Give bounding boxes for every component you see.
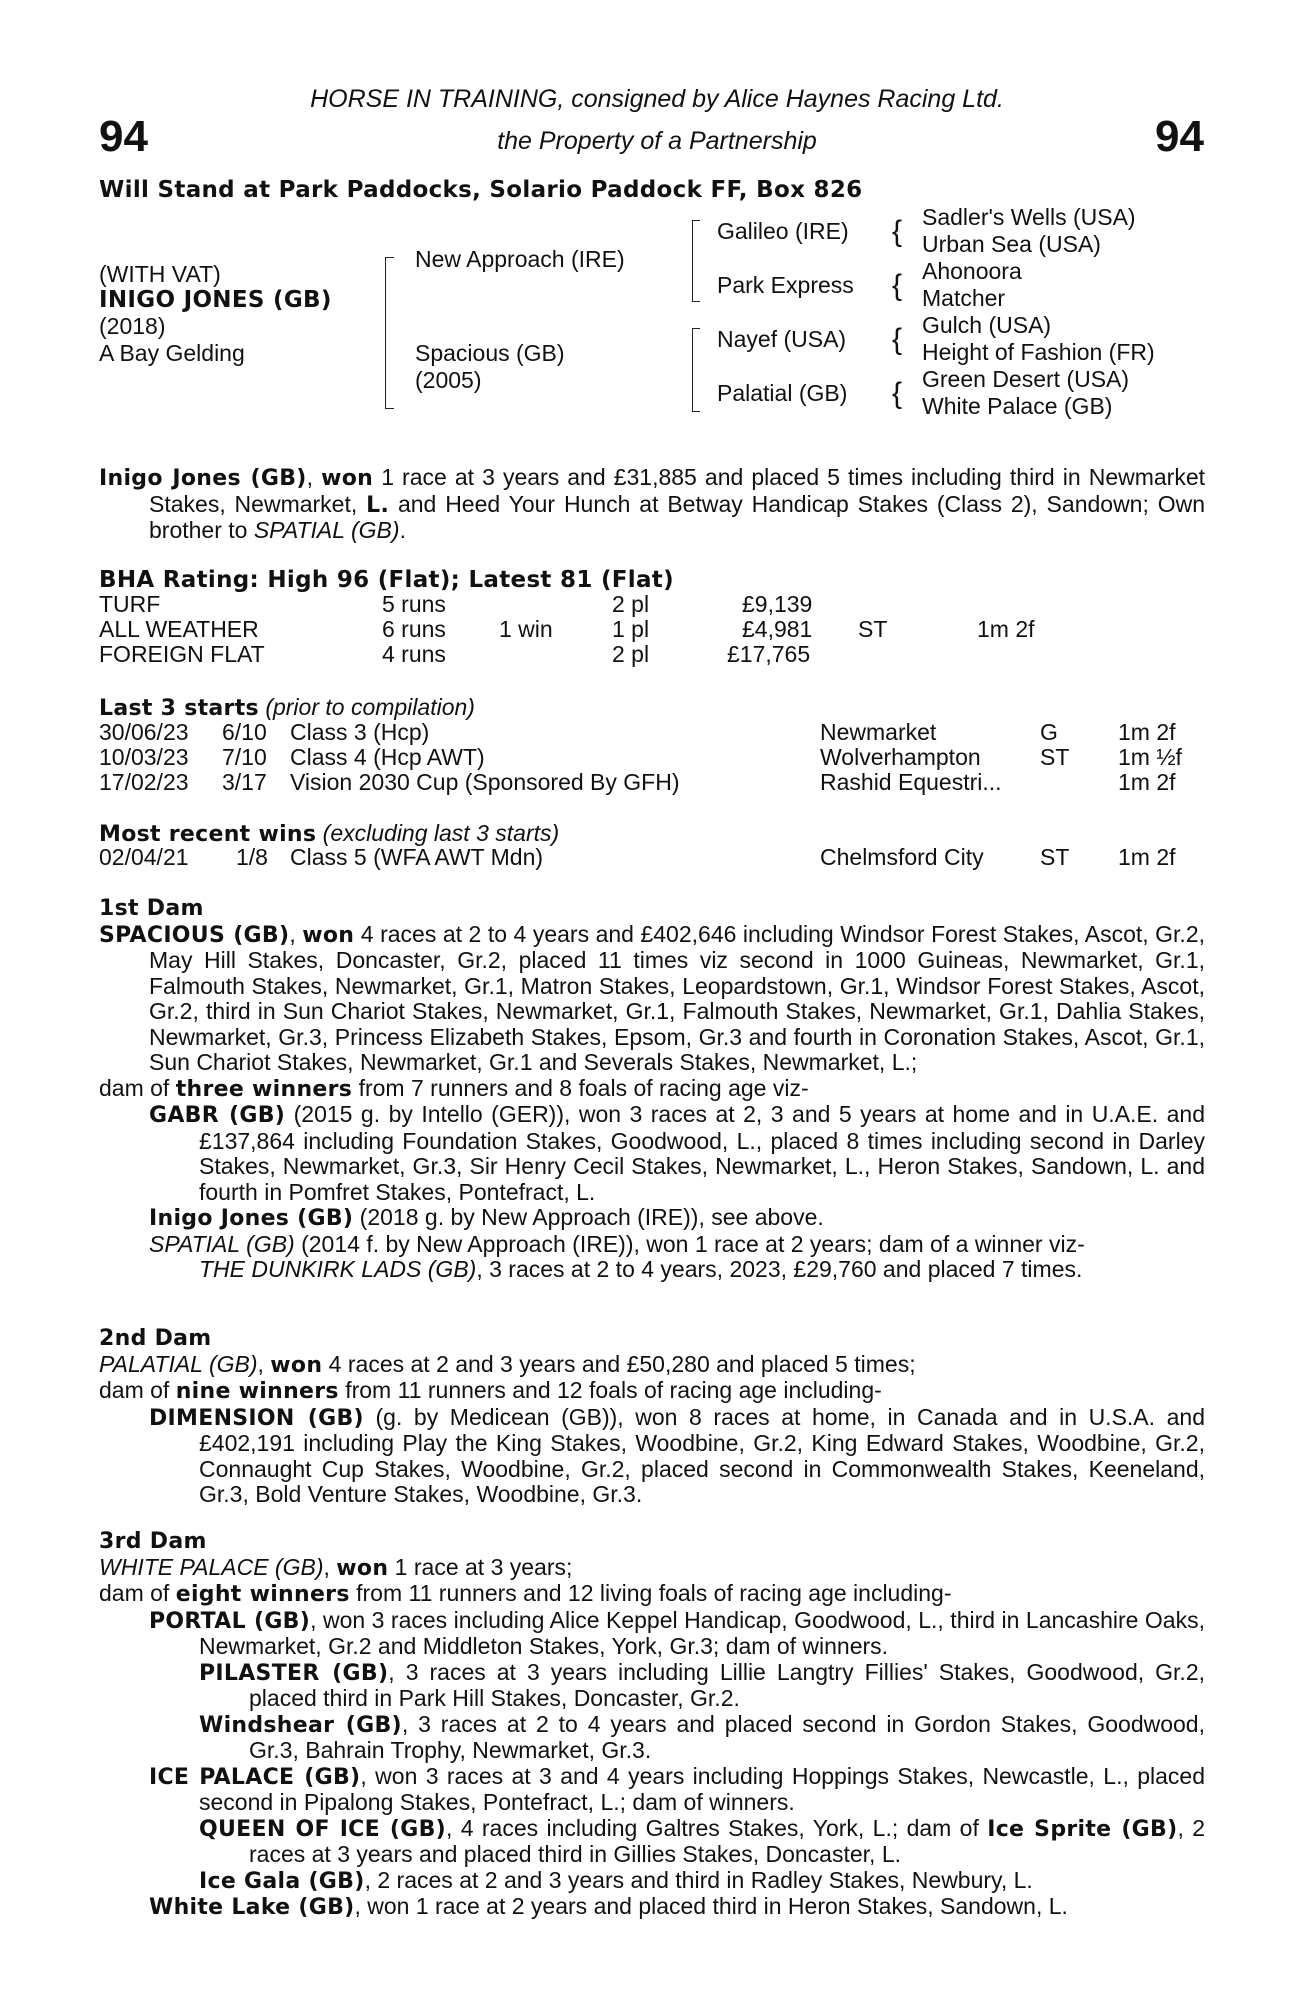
first-dam-name: SPACIOUS (GB) <box>99 922 290 948</box>
rating-title: BHA Rating: High 96 (Flat); Latest 81 (Flat) <box>99 567 674 593</box>
summary-text: 1 race at 3 years and £31,885 and placed 5 times including third in <box>373 464 1081 490</box>
summary-won: won <box>321 466 374 491</box>
sibling-name: SPATIAL (GB) <box>253 517 400 543</box>
win-date: 02/04/21 <box>99 844 189 870</box>
brace-icon: { <box>892 215 903 248</box>
win-position: 1/8 <box>236 844 268 870</box>
dam-dam-dam: White Palace (GB) <box>922 393 1113 419</box>
sire-dam-dam: Matcher <box>922 285 1006 311</box>
progeny-name: Ice Sprite (GB) <box>987 1816 1178 1842</box>
win-going: ST <box>1040 844 1070 870</box>
progeny-name: Windshear (GB) <box>199 1712 402 1738</box>
dam-year: (2005) <box>415 367 482 393</box>
runs: 5 runs <box>382 591 446 617</box>
brace-icon: { <box>892 269 903 302</box>
won-label: won <box>270 1352 323 1378</box>
second-dam-heading: 2nd Dam <box>99 1326 212 1351</box>
summary-text: and Heed Your Hunch at Betway Handicap Stakes (Class <box>389 490 1002 517</box>
start-position: 6/10 <box>222 719 267 745</box>
distance: 1m 2f <box>977 616 1035 642</box>
progeny-name: PORTAL (GB) <box>149 1608 311 1634</box>
progeny-record: , 4 races including Galtres Stakes, York, L.; dam of <box>446 1814 988 1841</box>
progeny-name: QUEEN OF ICE (GB) <box>199 1816 447 1842</box>
dam-of-text: from 7 runners and 8 foals of racing age viz- <box>352 1074 809 1101</box>
progeny-record: , won 3 races at 3 and 4 years including Hoppings Stakes, Newcastle, L., placed second in Pipalong Stakes, Pontefract, L.; dam of winners. <box>199 1762 1205 1815</box>
progeny-record: (2015 g. by Intello (GER)), won 3 races at 2, 3 and 5 years at home and in U.A.E. and £137,864 including Foundation Stakes, Goodwood, L., placed 8 times including second in Darley Stakes, Newmarket, Gr.3, Sir Henry Cecil Stakes, Newmarket, L., Heron Stakes, Sandown, L. and fourth in Pomfret Stakes, Pontefract, L. <box>199 1101 1205 1205</box>
progeny-record: , 3 races at 2 to 4 years, 2023, £29,760 and placed 7 times. <box>476 1256 1083 1282</box>
progeny-record: , won 3 races including Alice Keppel Handicap, Goodwood, L., third in Lancashire Oaks, Newmarket, Gr.2 and Middleton Stakes, York, Gr.3; dam of winners. <box>199 1606 1205 1659</box>
last-starts-note: (prior to compilation) <box>265 694 475 720</box>
recent-wins-note: (excluding last 3 starts) <box>322 820 560 846</box>
third-dam-record: 1 race at 3 years; <box>388 1553 573 1580</box>
winners-count: eight winners <box>175 1582 350 1607</box>
placed: 2 pl <box>612 591 650 617</box>
prize: £4,981 <box>742 616 813 642</box>
winners-count: nine winners <box>175 1379 339 1404</box>
brace-icon: { <box>892 377 903 410</box>
start-going: G <box>1040 719 1058 745</box>
won-label: won <box>302 922 355 948</box>
third-dam-name: WHITE PALACE (GB) <box>99 1553 324 1580</box>
start-course: Rashid Equestri... <box>820 769 1002 795</box>
going: ST <box>858 616 888 642</box>
dam-sire-sire: Gulch (USA) <box>922 312 1052 338</box>
first-dam-record: 4 races at 2 to 4 years and £402,646 including Windsor Forest Stakes, Ascot, Gr.2, May Hill Stakes, Doncaster, Gr.2, placed 11 times viz second in 1000 Guineas, Newmarket, Gr.1, Falmouth Stakes, Newmarket, Gr.1, Matron Stakes, Leopardstown, Gr.1, Windsor Forest Stakes, Ascot, Gr.2, third in Sun Chariot Stakes, Newmarket, Gr.1, Falmouth Stakes, Newmarket, Gr.1, Dahlia Stakes, Newmarket, Gr.3, Princess Elizabeth Stakes, Epsom, Gr.3 and fourth in Coronation Stakes, Ascot, Gr.1, Sun Chariot Stakes, Newmarket, Gr.1 and Severals Stakes, Newmarket, L.; <box>149 920 1205 1075</box>
start-distance: 1m ½f <box>1118 744 1182 770</box>
horse-year: (2018) <box>99 313 166 339</box>
progeny-name: Inigo Jones (GB) <box>149 1206 354 1231</box>
progeny-record: , won 1 race at 2 years and placed third in Heron Stakes, Sandown, L. <box>354 1893 1068 1919</box>
surface: FOREIGN FLAT <box>99 641 265 667</box>
dam-dam: Palatial (GB) <box>717 380 848 406</box>
recent-wins-heading <box>99 820 559 847</box>
start-distance: 1m 2f <box>1118 719 1176 745</box>
first-dam-heading: 1st Dam <box>99 896 204 921</box>
race-summary: Inigo Jones (GB), won 1 race at 3 years and £31,885 and placed 5 times including third in Newmarket Stakes, Newmarket, L. and Heed Your Hunch at Betway Handicap Stakes (Class 2), Sandown; Own brother to SPATIAL (GB). <box>99 464 1206 543</box>
dam: Spacious (GB) <box>415 340 565 366</box>
lot-number-right: 94 <box>1155 112 1204 161</box>
dam-sire: Nayef (USA) <box>717 326 847 352</box>
pedigree-bracket-2a <box>692 220 700 302</box>
placed: 1 pl <box>612 616 650 642</box>
placed: 2 pl <box>612 641 650 667</box>
progeny-record: , 3 races at 3 years including Lillie Langtry Fillies' Stakes, Goodwood, Gr.2, placed third in Park Hill Stakes, Doncaster, Gr.2. <box>249 1658 1205 1711</box>
progeny-name: THE DUNKIRK LADS (GB) <box>199 1256 477 1282</box>
won-label: won <box>336 1555 389 1581</box>
progeny-name: PILASTER (GB) <box>199 1660 389 1686</box>
start-race: Vision 2030 Cup (Sponsored By GFH) <box>290 769 680 795</box>
sire-sire-dam: Urban Sea (USA) <box>922 231 1101 257</box>
summary-text: 2), Sandown; Own brother to <box>149 490 1206 543</box>
start-distance: 1m 2f <box>1118 769 1176 795</box>
start-position: 7/10 <box>222 744 267 770</box>
progeny-name: DIMENSION (GB) <box>149 1405 364 1431</box>
win-course: Chelmsford City <box>820 844 984 870</box>
progeny-name: White Lake (GB) <box>149 1895 355 1920</box>
runs: 4 runs <box>382 641 446 667</box>
sire-dam-sire: Ahonoora <box>922 258 1022 284</box>
summary-text: . <box>399 517 406 543</box>
win-distance: 1m 2f <box>1118 844 1176 870</box>
pedigree-bracket-2b <box>692 328 700 412</box>
progeny-record: (2014 f. by New Approach (IRE)), won 1 race at 2 years; dam of a winner viz- <box>294 1230 1085 1257</box>
progeny-record: , 3 races at 2 to 4 years and placed second in Gordon Stakes, Goodwood, Gr.3, Bahrain Trophy, Newmarket, Gr.3. <box>249 1710 1205 1763</box>
sire-sire-sire: Sadler's Wells (USA) <box>922 204 1136 230</box>
third-dam-heading: 3rd Dam <box>99 1529 207 1554</box>
dam-of-text: dam of <box>99 1580 176 1606</box>
horse-description: A Bay Gelding <box>99 340 245 366</box>
start-course: Newmarket <box>820 719 937 745</box>
start-date: 30/06/23 <box>99 719 189 745</box>
progeny-name: ICE PALACE (GB) <box>149 1764 361 1790</box>
dam-sire-dam: Height of Fashion (FR) <box>922 339 1155 365</box>
dam-of-text: dam of <box>99 1074 176 1101</box>
start-race: Class 4 (Hcp AWT) <box>290 744 485 770</box>
win-race: Class 5 (WFA AWT Mdn) <box>290 844 544 870</box>
horse-name: INIGO JONES (GB) <box>99 287 332 313</box>
second-dam-name: PALATIAL (GB) <box>99 1350 258 1377</box>
progeny-name: Ice Gala (GB) <box>199 1868 365 1894</box>
summary-text: Newmarket Stakes, Newmarket, <box>149 464 1206 517</box>
surface: TURF <box>99 591 161 617</box>
sire-dam: Park Express <box>717 272 854 298</box>
last-starts-title: Last 3 starts <box>99 696 259 721</box>
runs: 6 runs <box>382 616 446 642</box>
dam-of-text: from 11 runners and 12 foals of racing age including- <box>338 1377 882 1403</box>
progeny-name: SPATIAL (GB) <box>149 1230 295 1257</box>
prize: £17,765 <box>727 641 811 667</box>
progeny-name: GABR (GB) <box>149 1103 286 1128</box>
start-race: Class 3 (Hcp) <box>290 719 430 745</box>
sire-sire: Galileo (IRE) <box>717 218 849 244</box>
wins: 1 win <box>499 616 553 642</box>
progeny-record: , 2 races at 2 and 3 years and third in Radley Stakes, Newbury, L. <box>364 1866 1033 1893</box>
surface: ALL WEATHER <box>99 616 259 642</box>
second-dam-section: 2nd Dam PALATIAL (GB), won 4 races at 2 and 3 years and £50,280 and placed 5 times; dam of nine winners from 11 runners and 12 foals of racing age including- DIMENSION (GB) (g. by Medicean (GB)), won 8 races at home, in Canada and in U.S.A. and £402,191 including Play the King Stakes, Woodbine, Gr.2, King Edward Stakes, Woodbine, Gr.2, Connaught Cup Stakes, Woodbine, Gr.2, placed second in Commonwealth Stakes, Keeneland, Gr.3, Bold Venture Stakes, Woodbine, Gr.3. <box>99 1326 1205 1507</box>
page-subtitle: the Property of a Partnership <box>497 127 817 155</box>
summary-name: Inigo Jones (GB) <box>99 466 307 491</box>
progeny-record: , 2 races at 3 years and placed third in Gillies Stakes, Doncaster, L. <box>249 1814 1205 1867</box>
start-position: 3/17 <box>222 769 267 795</box>
dam-dam-sire: Green Desert (USA) <box>922 366 1130 392</box>
third-dam-section: 3rd Dam WHITE PALACE (GB), won 1 race at 3 years; dam of eight winners from 11 runners and 12 living foals of racing age including- PORTAL (GB), won 3 races including Alice Keppel Handicap, Goodwood, L., third in Lancashire Oaks, Newmarket, Gr.2 and Middleton Stakes, York, Gr.3; dam of winners. PILASTER (GB), 3 races at 3 years including Lillie Langtry Fillies' Stakes, Goodwood, Gr.2, placed third in Park Hill Stakes, Doncaster, Gr.2. Windshear (GB), 3 races at 2 to 4 years and placed second in Gordon Stakes, Goodwood, Gr.3, Bahrain Trophy, Newmarket, Gr.3. ICE PALACE (GB), won 3 races at 3 and 4 years including Hoppings Stakes, Newcastle, L., placed second in Pipalong Stakes, Pontefract, L.; dam of winners. QUEEN OF ICE (GB), 4 races including Galtres Stakes, York, L.; dam of Ice Sprite (GB), 2 races at 3 years and placed third in Gillies Stakes, Doncaster, L. Ice Gala (GB), 2 races at 2 and 3 years and third in Radley Stakes, Newbury, L. White Lake (GB), won 1 race at 2 years and placed third in Heron Stakes, Sandown, L. <box>99 1529 1205 1920</box>
stand-location: Will Stand at Park Paddocks, Solario Paddock FF, Box 826 <box>99 177 863 203</box>
start-going: ST <box>1040 744 1070 770</box>
progeny-record: (2018 g. by New Approach (IRE)), see above. <box>353 1204 824 1230</box>
prize: £9,139 <box>742 591 813 617</box>
second-dam-record: 4 races at 2 and 3 years and £50,280 and placed 5 times; <box>322 1350 916 1377</box>
winners-count: three winners <box>175 1076 353 1102</box>
dam-of-text: from 11 runners and 12 living foals of racing age including- <box>349 1580 952 1606</box>
pedigree-bracket-1 <box>385 257 394 409</box>
progeny-record: (g. by Medicean (GB)), won 8 races at home, in Canada and in U.S.A. and £402,191 including Play the King Stakes, Woodbine, Gr.2, King Edward Stakes, Woodbine, Gr.2, Connaught Cup Stakes, Woodbine, Gr.2, placed second in Commonwealth Stakes, Keeneland, Gr.3, Bold Venture Stakes, Woodbine, Gr.3. <box>199 1403 1205 1507</box>
start-course: Wolverhampton <box>820 744 981 770</box>
listed-marker: L. <box>366 492 390 518</box>
brace-icon: { <box>892 323 903 356</box>
first-dam-section: 1st Dam SPACIOUS (GB), won 4 races at 2 to 4 years and £402,646 including Windsor Forest Stakes, Ascot, Gr.2, May Hill Stakes, Doncaster, Gr.2, placed 11 times viz second in 1000 Guineas, Newmarket, Gr.1, Falmouth Stakes, Newmarket, Gr.1, Matron Stakes, Leopardstown, Gr.1, Windsor Forest Stakes, Ascot, Gr.2, third in Sun Chariot Stakes, Newmarket, Gr.1, Falmouth Stakes, Newmarket, Gr.1, Dahlia Stakes, Newmarket, Gr.3, Princess Elizabeth Stakes, Epsom, Gr.3 and fourth in Coronation Stakes, Ascot, Gr.1, Sun Chariot Stakes, Newmarket, Gr.1 and Severals Stakes, Newmarket, L.; dam of three winners from 7 runners and 8 foals of racing age viz- GABR (GB) (2015 g. by Intello (GER)), won 3 races at 2, 3 and 5 years at home and in U.A.E. and £137,864 including Foundation Stakes, Goodwood, L., placed 8 times including second in Darley Stakes, Newmarket, Gr.3, Sir Henry Cecil Stakes, Newmarket, L., Heron Stakes, Sandown, L. and fourth in Pomfret Stakes, Pontefract, L. Inigo Jones (GB) (2018 g. by New Approach (IRE)), see above. SPATIAL (GB) (2014 f. by New Approach (IRE)), won 1 race at 2 years; dam of a winner viz- THE DUNKIRK LADS (GB), 3 races at 2 to 4 years, 2023, £29,760 and placed 7 times. <box>99 896 1205 1282</box>
page-title: HORSE IN TRAINING, consigned by Alice Haynes Racing Ltd. <box>310 85 1004 113</box>
sire: New Approach (IRE) <box>415 246 625 272</box>
start-date: 17/02/23 <box>99 769 189 795</box>
recent-wins-title: Most recent wins <box>99 822 317 847</box>
lot-number-left: 94 <box>99 112 148 161</box>
start-date: 10/03/23 <box>99 744 189 770</box>
dam-of-text: dam of <box>99 1377 176 1403</box>
vat-note: (WITH VAT) <box>99 261 221 287</box>
last-starts-heading <box>99 694 475 721</box>
